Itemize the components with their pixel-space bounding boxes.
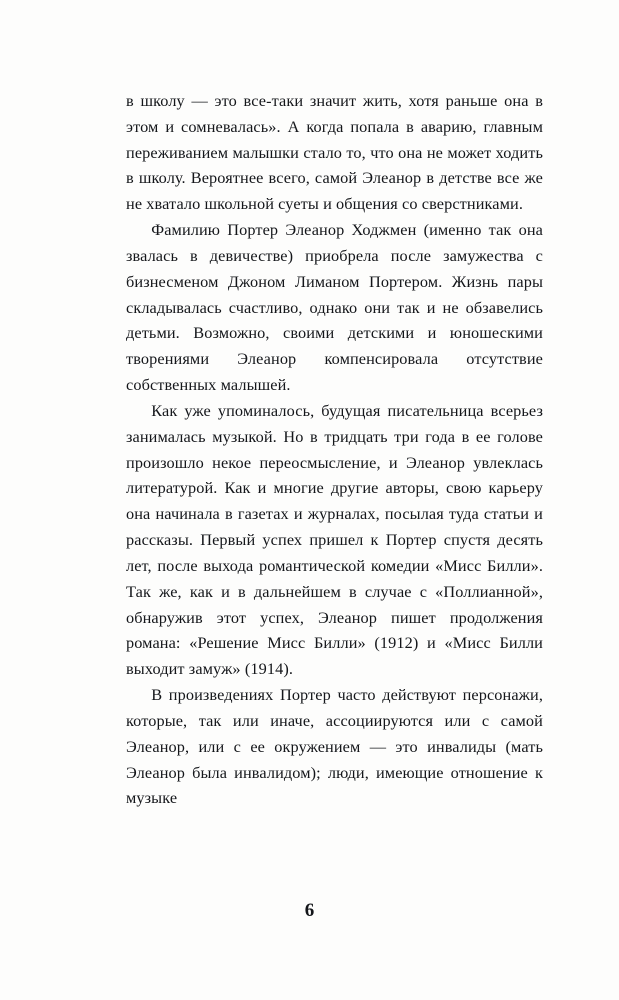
paragraph: В произведениях Портер часто действуют персонажи, которые, так или иначе, ассоциируются или с самой Элеанор, или с ее окружением — это инвалиды (мать Элеанор была инвалидом); люди, имеющие отношение к музыке: [126, 685, 543, 808]
paragraph: Как уже упоминалось, будущая писательница всерьез занималась музыкой. Но в тридцать три года в ее голове произошло некое переосмысление, и Элеанор увлеклась литературой. Как и многие другие авторы, свою карьеру она начинала в газетах и журналах, посылая туда статьи и рассказы. Первый успех пришел к Портер спустя десять лет, после выхода романтической комедии «Мисс Билли». Так же, как и в дальнейшем в случае с «Поллианной», обнаружив этот успех, Элеанор пишет продолжения романа: «Решение Мисс Билли» (1912) и «Мисс Билли выходит замуж» (1914).: [126, 400, 543, 679]
paragraph: Фамилию Портер Элеанор Ходжмен (именно так она звалась в девичестве) приобрела после замужества с бизнесменом Джоном Лиманом Портером. Жизнь пары складывалась счастливо, однако они так и не обзавелись детьми. Возможно, своими детскими и юношескими творениями Элеанор компенсировала отсутствие собственных малышей.: [126, 220, 543, 395]
page-text-block: [126, 88, 543, 811]
paragraph: в школу — это все-таки значит жить, хотя раньше она в этом и сомневалась». А когда попала в аварию, главным переживанием малышки стало то, что она не может ходить в школу. Вероятнее всего, самой Элеанор в детстве все же не хватало школьной суеты и общения со сверстниками.: [126, 91, 543, 214]
page-number: 6: [304, 900, 315, 921]
